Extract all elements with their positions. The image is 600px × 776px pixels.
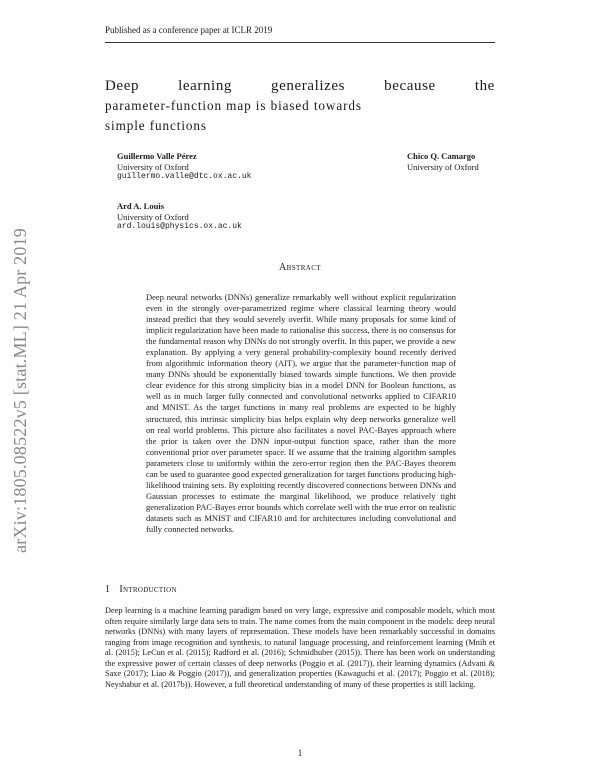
author-affiliation: University of Oxford: [117, 161, 189, 172]
abstract-heading: Abstract: [279, 262, 321, 273]
title-word: generalizes: [271, 78, 346, 94]
section-title: Introduction: [119, 584, 177, 595]
header-rule: [105, 42, 495, 43]
author-block-3: [117, 201, 242, 233]
author-affiliation: University of Oxford: [117, 211, 189, 222]
title-word: the: [474, 78, 495, 94]
running-header: Published as a conference paper at ICLR 2019: [105, 25, 273, 35]
title-line-3: simple functions: [105, 118, 207, 133]
author-name: Ard A. Louis: [117, 201, 164, 211]
title-word: because: [384, 78, 436, 94]
title-line-2: parameter-function map is biased towards: [105, 98, 362, 113]
author-block-1: [117, 151, 251, 183]
introduction-paragraph: Deep learning is a machine learning paradigm based on very large, expressive and composable models, which most often require similarly large data sets to train. The name comes from the main component in the models: deep neural networks (DNNs) with many layers of representation. These models have been remarkably successful in domains ranging from image recognition and synthesis, to natural language processing, and reinforcement learning (Mnih et al. (2015); LeCun et al. (2015); Radford et al. (2016); Schmidhuber (2015)). There has been work on understanding the expressive power of certain classes of deep networks (Poggio et al. (2017)), their learning dynamics (Advani & Saxe (2017); Liao & Poggio (2017)), and generalization properties (Kawaguchi et al. (2017); Poggio et al. (2018); Neyshabur et al. (2017b)). However, a full theoretical understanding of many of these properties is still lacking.: [105, 606, 495, 689]
section-heading-introduction: [105, 584, 177, 595]
section-number: 1: [105, 584, 111, 595]
paper-title: [105, 76, 495, 136]
abstract-text: Deep neural networks (DNNs) generalize remarkably well without explicit regularization even in the strongly over-parametrized regime where classical learning theory would instead predict that they would severely overfit. While many proposals for some kind of implicit regularization have been made to rationalise this success, there is no consensus for the fundamental reason why DNNs do not strongly overfit. In this paper, we provide a new explanation. By applying a very general probability-complexity bound recently derived from algorithmic information theory (AIT), we argue that the parameter-function map of many DNNs should be exponentially biased towards simple functions. We then provide clear evidence for this strong simplicity bias in a model DNN for Boolean functions, as well as in much larger fully connected and convolutional networks applied to CIFAR10 and MNIST. As the target functions in many real problems are expected to be highly structured, this intrinsic simplicity bias helps explain why deep networks generalize well on real world problems. This picture also facilitates a novel PAC-Bayes approach where the prior is taken over the DNN input-output function space, rather than the more conventional prior over parameter space. If we assume that the training algorithm samples parameters close to uniformly within the zero-error region then the PAC-Bayes theorem can be used to guarantee good expected generalization for target functions producing high-likelihood training sets. By exploiting recently discovered connections between DNNs and Gaussian processes to estimate the marginal likelihood, we produce relatively tight generalization PAC-Bayes error bounds which correlate well with the true error on realistic datasets such as MNIST and CIFAR10 and for architectures including convolutional and fully connected networks.: [146, 292, 456, 534]
title-line-1: [105, 76, 495, 96]
author-email[interactable]: guillermo.valle@dtc.ox.ac.uk: [117, 172, 252, 181]
author-affiliation: University of Oxford: [407, 161, 479, 172]
author-block-2: [407, 151, 479, 172]
author-name: Guillermo Valle Pérez: [117, 151, 197, 161]
author-email[interactable]: ard.louis@physics.ox.ac.uk: [117, 222, 242, 231]
title-word: learning: [178, 78, 233, 94]
author-name: Chico Q. Camargo: [407, 151, 476, 161]
page-number: 1: [297, 748, 303, 758]
title-word: Deep: [105, 78, 140, 94]
arxiv-identifier-stamp[interactable]: arXiv:1805.08522v5 [stat.ML] 21 Apr 2019: [10, 228, 30, 554]
